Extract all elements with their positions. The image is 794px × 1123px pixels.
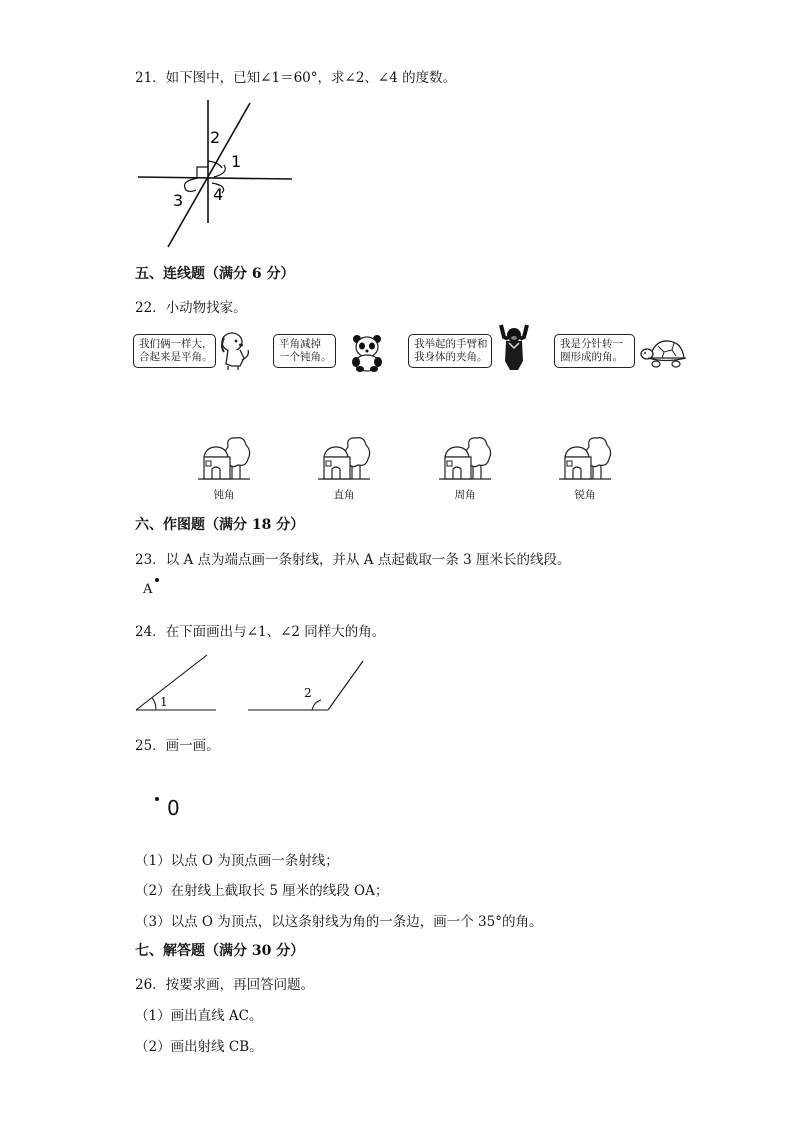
speech-bubble-1: 我们俩一样大， 合起来是平角。: [133, 334, 216, 368]
q25-text: 25．画一画。: [135, 738, 220, 754]
speech-bubble-3: 我举起的手臂和 我身体的夹角。: [408, 334, 492, 368]
speech-bubble-2: 平角减掉 一个钝角。: [273, 334, 336, 368]
house-icon-4: [557, 435, 613, 481]
angle-2-label: 2: [304, 686, 312, 700]
q25-step-2: （2）在射线上截取长 5 厘米的线段 OA；: [135, 883, 389, 899]
q26-step-2: （2）画出射线 CB。: [135, 1039, 263, 1055]
house-label-4: 锐角: [574, 489, 596, 501]
q22-text: 22．小动物找家。: [135, 300, 247, 316]
q24-text: 24．在下面画出与∠1、∠2 同样大的角。: [135, 624, 386, 640]
point-a-label: A: [143, 582, 153, 597]
panda-icon: [350, 334, 384, 372]
turtle-icon: [640, 338, 690, 370]
q26-step-1: （1）画出直线 AC。: [135, 1008, 263, 1024]
point-o-dot: [155, 797, 159, 801]
angle-label-1: 1: [231, 152, 242, 171]
speech-bubble-4: 我是分针转一 圈形成的角。: [554, 334, 635, 368]
house-label-3: 周角: [454, 489, 476, 501]
q26-text: 26．按要求画，再回答问题。: [135, 977, 315, 993]
section6-title: 六、作图题（满分 18 分）: [135, 517, 305, 533]
section7-title: 七、解答题（满分 30 分）: [135, 943, 305, 959]
q25-step-1: （1）以点 O 为顶点画一条射线；: [135, 853, 339, 869]
angle-label-4: 4: [213, 185, 224, 204]
house-icon-2: [316, 435, 372, 481]
angle-label-2: 2: [210, 128, 221, 147]
q21-intersecting-lines-figure: [130, 95, 300, 255]
angle-1-label: 1: [160, 695, 168, 709]
angle-1-figure: [134, 652, 224, 714]
point-o-label: 0: [167, 796, 180, 820]
point-a-dot: [155, 578, 159, 582]
dog-icon: [218, 330, 254, 372]
q23-text: 23．以 A 点为端点画一条射线，并从 A 点起截取一条 3 厘米长的线段。: [135, 552, 571, 568]
q21-text: 21．如下图中，已知∠1＝60°，求∠2、∠4 的度数。: [135, 70, 457, 86]
section5-title: 五、连线题（满分 6 分）: [135, 266, 295, 282]
bear-icon: [498, 323, 530, 371]
house-icon-3: [437, 435, 493, 481]
house-label-1: 钝角: [213, 489, 235, 501]
house-icon-1: [196, 435, 252, 481]
angle-2-figure: [246, 658, 366, 714]
house-label-2: 直角: [333, 489, 355, 501]
angle-label-3: 3: [173, 191, 184, 210]
q25-step-3: （3）以点 O 为顶点，以这条射线为角的一条边，画一个 35°的角。: [135, 914, 543, 930]
